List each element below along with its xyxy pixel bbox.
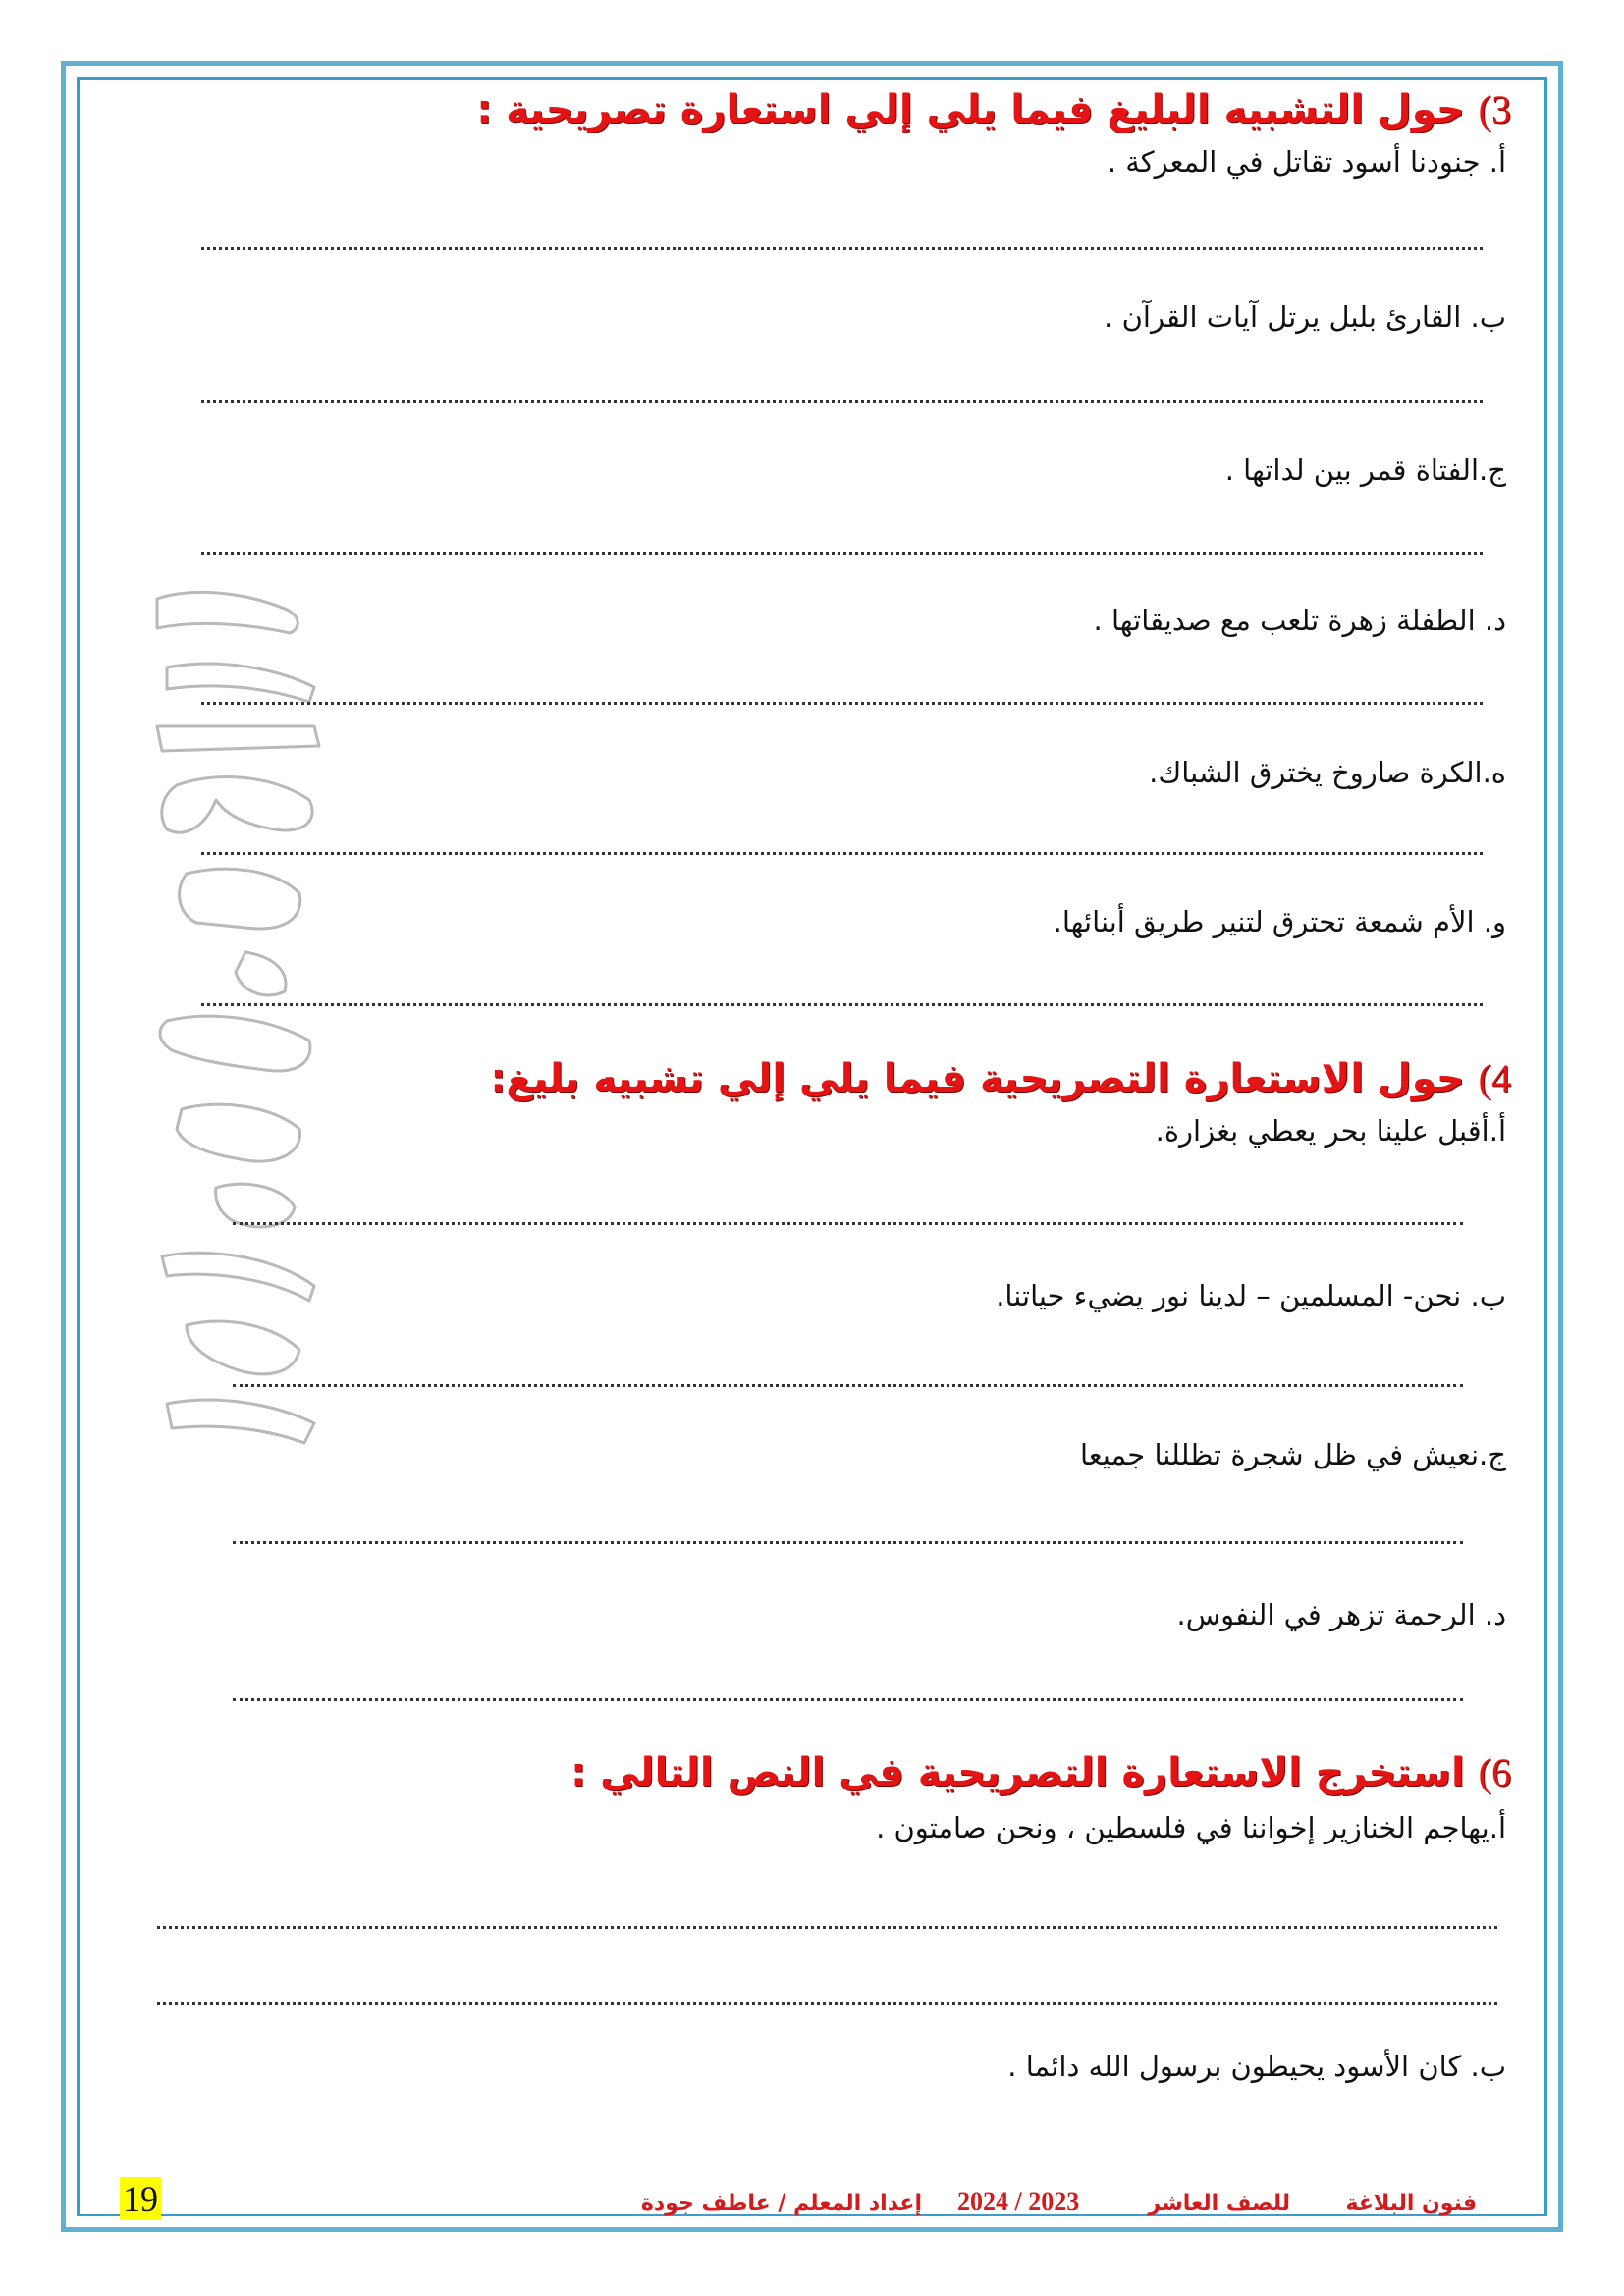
section-3-item-d: د. الطفلة زهرة تلعب مع صديقاتها . xyxy=(1093,604,1506,637)
section-4-number: 4) xyxy=(1478,1056,1511,1100)
answer-line[interactable] xyxy=(157,1926,1497,1929)
answer-line[interactable] xyxy=(201,552,1483,555)
section-3-item-e: ه.الكرة صاروخ يخترق الشباك. xyxy=(1149,756,1506,789)
section-3-item-c: ج.الفتاة قمر بين لداتها . xyxy=(1224,454,1506,487)
footer-grade: للصف العاشر xyxy=(1148,2191,1290,2216)
section-3-item-f: و. الأم شمعة تحترق لتنير طريق أبنائها. xyxy=(1053,905,1506,938)
answer-line[interactable] xyxy=(201,400,1483,403)
section-4-item-b: ب. نحن- المسلمين – لدينا نور يضيء حياتنا. xyxy=(996,1279,1506,1312)
watermark-signature xyxy=(119,579,344,1463)
section-4-item-c: ج.نعيش في ظل شجرة تظللنا جميعا xyxy=(1079,1438,1506,1471)
section-3-number: 3) xyxy=(1478,87,1511,132)
footer-subject: فنون البلاغة xyxy=(1345,2191,1477,2216)
section-3-item-b: ب. القارئ بلبل يرتل آيات القرآن . xyxy=(1104,300,1506,334)
section-3-item-a: أ. جنودنا أسود تقاتل في المعركة . xyxy=(1107,145,1506,179)
footer-author: إعداد المعلم / عاطف جودة xyxy=(640,2191,922,2216)
footer-years: 2024 / 2023 xyxy=(957,2187,1080,2216)
section-6-item-a: أ.يهاجم الخنازير إخواننا في فلسطين ، ونحن صامتون . xyxy=(876,1811,1506,1844)
section-3-title xyxy=(476,86,1511,133)
section-4-title-text: حول الاستعارة التصريحية فيما يلي إلي تشبيه بليغ: xyxy=(490,1056,1465,1101)
answer-line[interactable] xyxy=(201,1003,1483,1006)
answer-line[interactable] xyxy=(233,1698,1463,1701)
section-6-number: 6) xyxy=(1478,1750,1511,1794)
answer-line[interactable] xyxy=(157,2002,1497,2005)
section-6-title-text: استخرج الاستعارة التصريحية في النص التالي : xyxy=(570,1750,1465,1795)
section-4-item-a: أ.أقبل علينا بحر يعطي بغزارة. xyxy=(1155,1114,1506,1148)
page-number: 19 xyxy=(120,2177,161,2220)
answer-line[interactable] xyxy=(201,852,1483,855)
answer-line[interactable] xyxy=(233,1384,1463,1387)
section-4-title xyxy=(490,1055,1511,1101)
answer-line[interactable] xyxy=(201,702,1483,705)
section-4-item-d: د. الرحمة تزهر في النفوس. xyxy=(1176,1598,1506,1631)
watermark-text: أ/ عاطف جودة ٢٠٢٣ xyxy=(119,579,128,580)
section-3-title-text: حول التشبيه البليغ فيما يلي إلي استعارة تصريحية : xyxy=(476,87,1465,133)
section-6-title xyxy=(570,1749,1511,1795)
answer-line[interactable] xyxy=(233,1541,1463,1544)
answer-line[interactable] xyxy=(233,1222,1463,1225)
answer-line[interactable] xyxy=(201,247,1483,250)
section-6-item-b: ب. كان الأسود يحيطون برسول الله دائما . xyxy=(1007,2050,1506,2083)
